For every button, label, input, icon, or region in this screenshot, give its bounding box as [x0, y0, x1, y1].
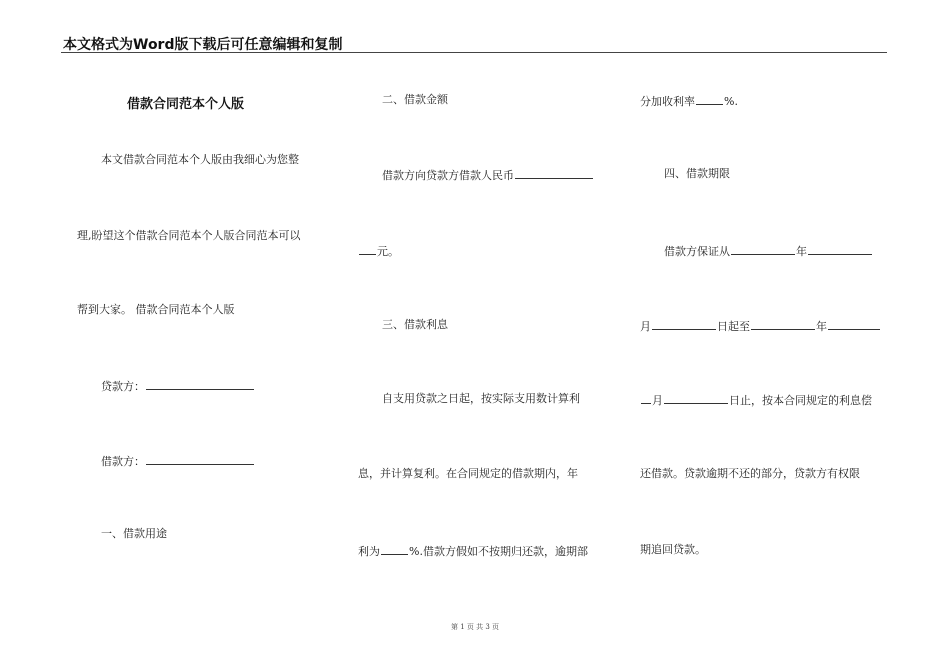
- term-a: 借款方保证从: [664, 245, 730, 258]
- penalty-rate-b: %.: [724, 95, 738, 108]
- term-start-year-blank[interactable]: [731, 243, 795, 255]
- interest-line-1: 自支用贷款之日起，按实际支用数计算利: [382, 392, 580, 405]
- repay-line-1: 还借款。贷款逾期不还的部分，贷款方有权限: [640, 467, 860, 480]
- lender-blank[interactable]: [146, 378, 254, 390]
- intro-line-3: 帮到大家。 借款合同范本个人版: [77, 303, 235, 316]
- month-c: 年: [816, 320, 827, 333]
- repay-line-2: 期追回贷款。: [640, 543, 706, 556]
- amount-line: [382, 167, 594, 183]
- month-b: 日起至: [717, 320, 750, 333]
- section-1-heading: 一、借款用途: [101, 527, 167, 540]
- term-line: [664, 243, 873, 259]
- penalty-rate-line: [640, 93, 738, 109]
- interest-line-3-a: 利为: [358, 545, 380, 558]
- interest-line-3: [358, 543, 588, 559]
- borrower-blank[interactable]: [146, 453, 254, 465]
- section-4-heading: 四、借款期限: [664, 167, 730, 180]
- intro-line-1: 本文借款合同范本个人版由我细心为您整: [101, 153, 299, 166]
- amount-unit: 元。: [377, 245, 399, 258]
- lender-label: 贷款方：: [101, 380, 145, 393]
- borrower-line: [101, 453, 255, 469]
- interest-line-3-b: %.借款方假如不按期归还款，逾期部: [409, 545, 588, 558]
- lender-line: [101, 378, 255, 394]
- header-divider: [61, 52, 887, 53]
- end-b: 日止，按本合同规定的利息偿: [729, 394, 872, 407]
- month-a: 月: [640, 320, 651, 333]
- term-end-day-blank[interactable]: [664, 392, 728, 404]
- annual-rate-blank[interactable]: [381, 543, 408, 555]
- term-end-year-blank[interactable]: [751, 318, 815, 330]
- borrower-label: 借款方：: [101, 455, 145, 468]
- interest-line-2: 息，并计算复利。在合同规定的借款期内，年: [358, 467, 578, 480]
- document-title: 借款合同范本个人版: [127, 97, 245, 112]
- amount-unit-line: [358, 243, 399, 259]
- penalty-rate-blank[interactable]: [696, 93, 723, 105]
- amount-text: 借款方向贷款方借款人民币: [382, 169, 514, 182]
- term-start-month-blank[interactable]: [808, 243, 872, 255]
- amount-blank[interactable]: [515, 167, 593, 179]
- end-a: 月: [652, 394, 663, 407]
- term-end-line: [640, 392, 872, 408]
- term-end-month-blank[interactable]: [828, 318, 880, 330]
- term-start-day-blank[interactable]: [652, 318, 716, 330]
- penalty-rate-a: 分加收利率: [640, 95, 695, 108]
- document-header-title: 本文格式为Word版下载后可任意编辑和复制: [63, 37, 343, 53]
- term-month-line: [640, 318, 881, 334]
- section-2-heading: 二、借款金额: [382, 93, 448, 106]
- section-3-heading: 三、借款利息: [382, 318, 448, 331]
- amount-unit-blank[interactable]: [359, 243, 376, 255]
- term-end-month-cont-blank[interactable]: [641, 392, 651, 404]
- intro-line-2: 理,盼望这个借款合同范本个人版合同范本可以: [77, 229, 301, 242]
- term-b: 年: [796, 245, 807, 258]
- page-number: 第 1 页 共 3 页: [450, 623, 500, 631]
